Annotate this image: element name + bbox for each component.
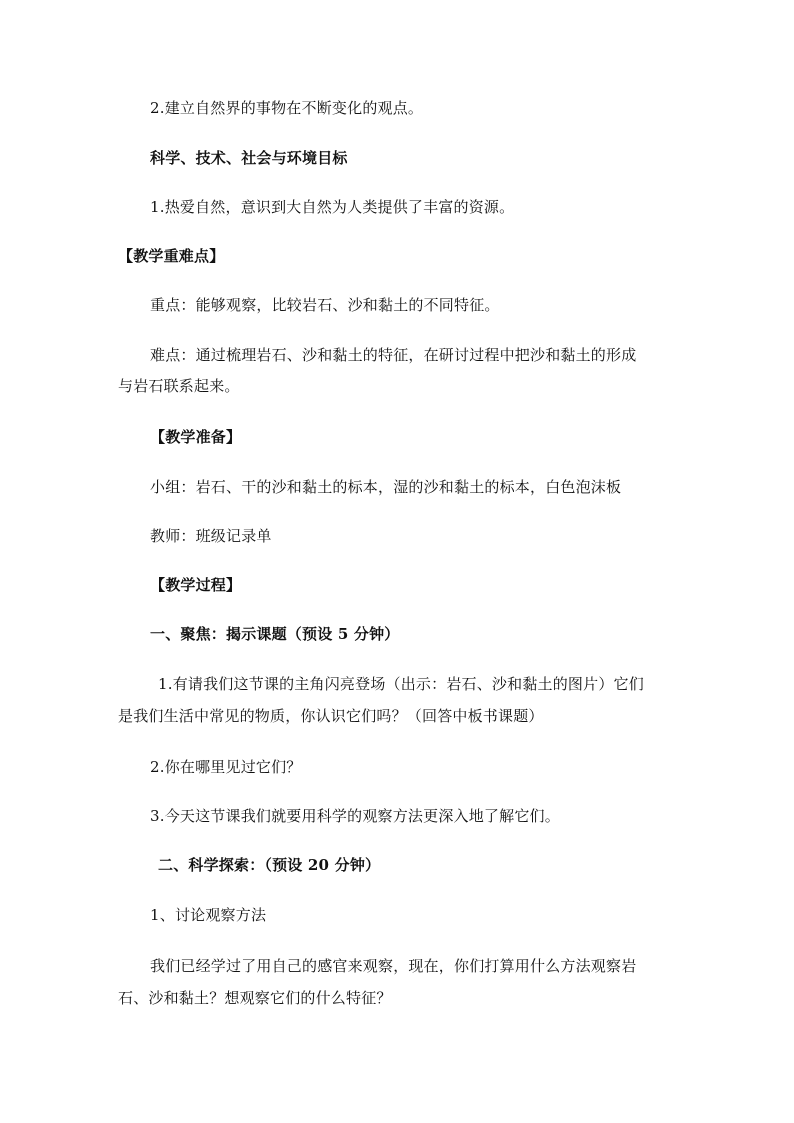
section-heading-science-society: 科学、技术、社会与环境目标 bbox=[150, 149, 348, 167]
section-heading-preparation: 【教学准备】 bbox=[150, 428, 242, 446]
group-materials-line: 小组：岩石、干的沙和黏土的标本，湿的沙和黏土的标本，白色泡沫板 bbox=[150, 478, 622, 496]
focus-step-3: 3.今天这节课我们就要用科学的观察方法更深入地了解它们。 bbox=[150, 807, 560, 825]
objective-line-2: 2.建立自然界的事物在不断变化的观点。 bbox=[150, 99, 424, 117]
focus-step-1-line-2: 是我们生活中常见的物质，你认识它们吗？（回答中板书课题） bbox=[118, 707, 544, 725]
explore-paragraph-line-1: 我们已经学过了用自己的感官来观察，现在，你们打算用什么方法观察岩 bbox=[150, 957, 637, 975]
focus-step-1-line-1: 1.有请我们这节课的主角闪亮登场（出示：岩石、沙和黏土的图片）它们 bbox=[158, 675, 644, 693]
objective-line-1: 1.热爱自然，意识到大自然为人类提供了丰富的资源。 bbox=[150, 198, 515, 216]
section-heading-process: 【教学过程】 bbox=[150, 576, 242, 594]
difficulty-line-2: 与岩石联系起来。 bbox=[118, 377, 240, 395]
difficulty-line-1: 难点：通过梳理岩石、沙和黏土的特征，在研讨过程中把沙和黏土的形成 bbox=[150, 346, 637, 364]
explore-step-1: 1、讨论观察方法 bbox=[150, 906, 267, 924]
explore-paragraph-line-2: 石、沙和黏土？想观察它们的什么特征？ bbox=[118, 989, 392, 1007]
subsection-heading-explore: 二、科学探索：（预设 20 分钟） bbox=[158, 856, 381, 874]
focus-step-2: 2.你在哪里见过它们？ bbox=[150, 758, 302, 776]
subsection-heading-focus: 一、聚焦：揭示课题（预设 5 分钟） bbox=[150, 625, 400, 643]
teacher-materials-line: 教师：班级记录单 bbox=[150, 527, 272, 545]
section-heading-key-points: 【教学重难点】 bbox=[118, 247, 225, 265]
key-point-line: 重点：能够观察，比较岩石、沙和黏土的不同特征。 bbox=[150, 296, 500, 314]
